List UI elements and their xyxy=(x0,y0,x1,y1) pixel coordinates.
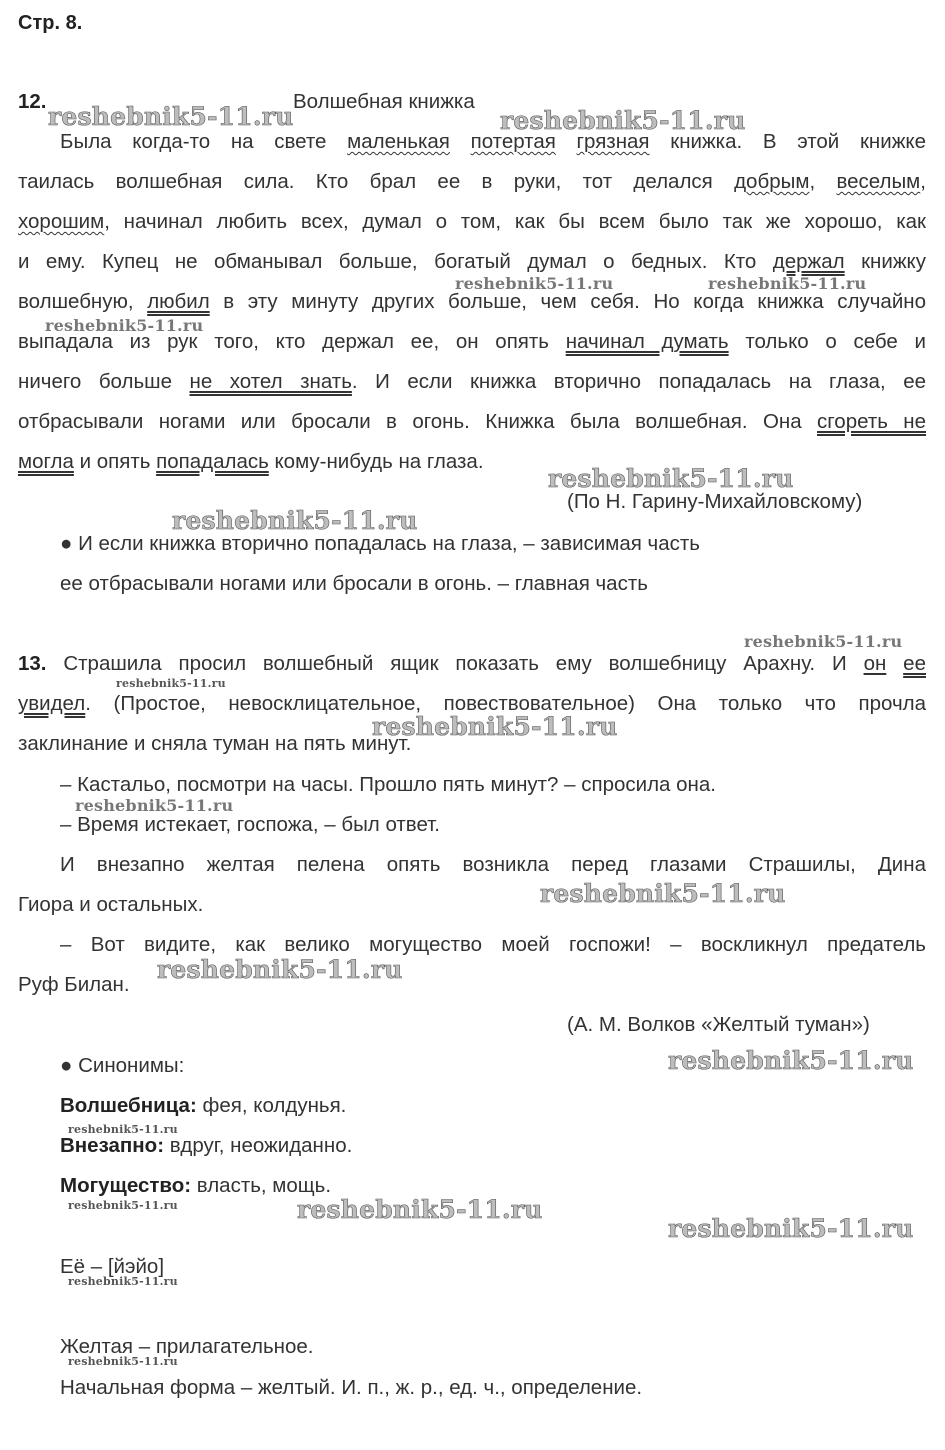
watermark-logo: reshebnik5-11.ru xyxy=(297,1195,543,1224)
synonym-value: власть, мощь. xyxy=(191,1174,332,1197)
ex13-para-2b: Руф Билан. xyxy=(18,973,130,996)
ex12-source: (По Н. Гарину-Михайловскому) xyxy=(567,490,863,513)
text: в эту минуту других больше, чем себя. Но когда книжка случайно xyxy=(209,290,926,313)
text: книжку xyxy=(844,250,926,273)
text: выпадала из рук того, кто держал ее, он опять xyxy=(18,330,566,353)
synonym-term: Внезапно: xyxy=(60,1134,165,1157)
text: , начинал любить всех, думал о том, как бы всем было так же хорошо, как xyxy=(104,210,926,233)
ex13-source: (А. М. Волков «Желтый туман») xyxy=(567,1013,870,1036)
watermark-logo: reshebnik5-11.ru xyxy=(500,106,746,135)
watermark-logo: reshebnik5-11.ru xyxy=(68,1275,178,1288)
wavy-word: потертая xyxy=(470,130,556,153)
text xyxy=(450,130,471,153)
wavy-word: маленькая xyxy=(347,130,450,153)
synonym-value: вдруг, неожиданно. xyxy=(164,1134,353,1157)
watermark-logo: reshebnik5-11.ru xyxy=(48,102,294,131)
watermark-logo: reshebnik5-11.ru xyxy=(668,1046,914,1075)
synonym-item xyxy=(60,1174,331,1198)
ex12-line-3 xyxy=(18,210,926,234)
double-underlined-word: могла xyxy=(18,450,74,473)
underlined-word: он xyxy=(863,652,887,675)
ex13-dialog-1: – Кастальо, посмотри на часы. Прошло пять минут? – спросила она. xyxy=(60,773,716,796)
watermark-logo: reshebnik5-11.ru xyxy=(116,677,226,690)
ex13-para-2a: – Вот видите, как велико могущество моей госпожи! – воскликнул предатель xyxy=(60,933,926,956)
ex13-line-1 xyxy=(18,652,926,676)
morph-analysis-1: Желтая – прилагательное. xyxy=(60,1335,314,1358)
double-underlined-word: ее xyxy=(903,652,926,675)
synonym-value: фея, колдунья. xyxy=(196,1094,347,1117)
ex12-line-1 xyxy=(60,130,926,154)
exercise-12-title: Волшебная книжка xyxy=(293,90,475,113)
ex13-para-1b: Гиора и остальных. xyxy=(18,893,204,916)
double-underlined-word: увидел xyxy=(18,692,86,715)
synonyms-header: ● Синонимы: xyxy=(60,1054,185,1077)
ex13-para-1a: И внезапно желтая пелена опять возникла перед глазами Страшилы, Дина xyxy=(60,853,926,876)
text: . (Простое, невосклицательное, повествовательное) Она только что прочла xyxy=(85,692,926,715)
wavy-word: веселым xyxy=(836,170,921,193)
watermark-logo: reshebnik5-11.ru xyxy=(540,879,786,908)
double-underlined-word: не хотел знать xyxy=(189,370,352,393)
ex12-bullet-main: ее отбрасывали ногами или бросали в огонь. – главная часть xyxy=(60,572,648,595)
text: ничего больше xyxy=(18,370,190,393)
text: таилась волшебная сила. Кто брал ее в руки, тот делался xyxy=(18,170,735,193)
watermark-logo: reshebnik5-11.ru xyxy=(172,506,418,535)
watermark-logo: reshebnik5-11.ru xyxy=(548,464,794,493)
phonetic-transcription: Её – [йэйо] xyxy=(60,1255,165,1278)
morph-analysis-2: Начальная форма – желтый. И. п., ж. р., ед. ч., определение. xyxy=(60,1376,643,1399)
double-underlined-word: сгореть не xyxy=(817,410,926,433)
ex12-line-5 xyxy=(18,290,926,314)
ex12-line-2 xyxy=(18,170,926,194)
watermark-logo: reshebnik5-11.ru xyxy=(68,1199,178,1212)
text: и опять xyxy=(73,450,157,473)
double-underlined-word: попадалась xyxy=(156,450,269,473)
ex12-line-7 xyxy=(18,370,926,394)
ex12-line-4 xyxy=(18,250,926,274)
synonym-item xyxy=(60,1134,352,1158)
wavy-word: хорошим xyxy=(18,210,105,233)
watermark-logo: reshebnik5-11.ru xyxy=(45,316,204,335)
watermark-logo: reshebnik5-11.ru xyxy=(668,1214,914,1243)
watermark-logo: reshebnik5-11.ru xyxy=(455,274,614,293)
double-underlined-word: любил xyxy=(147,290,210,313)
watermark-logo: reshebnik5-11.ru xyxy=(68,1123,178,1136)
watermark-logo: reshebnik5-11.ru xyxy=(75,796,234,815)
text: . И если книжка вторично попадалась на глаза, ее xyxy=(351,370,926,393)
exercise-13-number: 13. xyxy=(18,652,47,675)
double-underlined-word: начинал думать xyxy=(565,330,729,353)
wavy-word: добрым xyxy=(734,170,810,193)
synonym-item xyxy=(60,1094,346,1118)
text: и ему. Купец не обманывал больше, богатый думал о бедных. Кто xyxy=(18,250,773,273)
watermark-logo: reshebnik5-11.ru xyxy=(157,955,403,984)
exercise-12-number: 12. xyxy=(18,90,47,113)
watermark-logo: reshebnik5-11.ru xyxy=(708,274,867,293)
text: Была когда-то на свете xyxy=(60,130,348,153)
watermark-logo: reshebnik5-11.ru xyxy=(372,712,618,741)
page-label: Стр. 8. xyxy=(18,12,83,34)
synonym-term: Волшебница: xyxy=(60,1094,197,1117)
wavy-word: грязная xyxy=(576,130,650,153)
text: отбрасывали ногами или бросали в огонь. Книжка была волшебная. Она xyxy=(18,410,818,433)
text: , xyxy=(920,170,926,193)
text xyxy=(886,652,903,675)
watermark-logo: reshebnik5-11.ru xyxy=(68,1355,178,1368)
text: книжка. В этой книжке xyxy=(649,130,927,153)
text: только о себе и xyxy=(728,330,927,353)
text: кому-нибудь на глаза. xyxy=(268,450,484,473)
synonym-term: Могущество: xyxy=(60,1174,192,1197)
ex13-dialog-2: – Время истекает, госпожа, – был ответ. xyxy=(60,813,440,836)
watermark-logo: reshebnik5-11.ru xyxy=(744,632,903,651)
double-underlined-word: держал xyxy=(772,250,845,273)
text: , xyxy=(809,170,837,193)
ex12-bullet-dependent: ● И если книжка вторично попадалась на глаза, – зависимая часть xyxy=(60,532,700,555)
text: Страшила просил волшебный ящик показать ему волшебницу Арахну. И xyxy=(46,652,864,675)
ex12-line-8 xyxy=(18,410,926,434)
text: волшебную, xyxy=(18,290,148,313)
ex13-line-3: заклинание и сняла туман на пять минут. xyxy=(18,732,412,755)
